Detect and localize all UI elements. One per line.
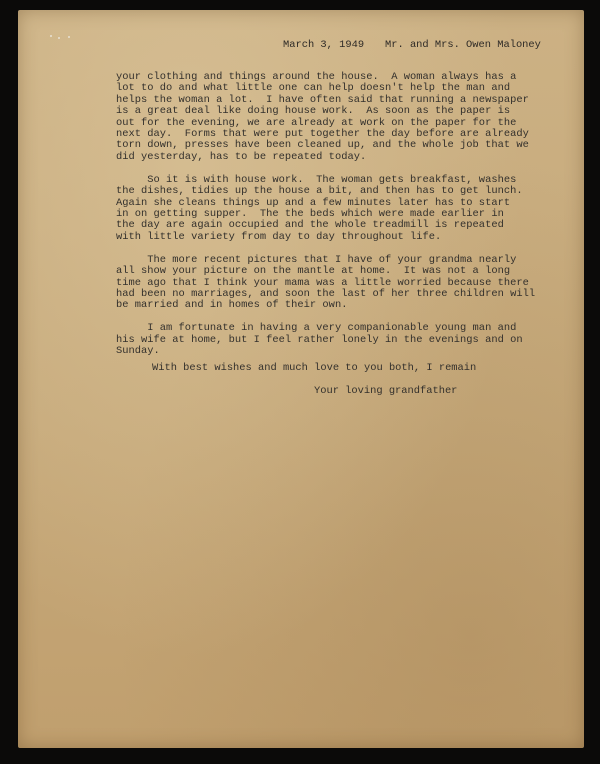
- text-line: Sunday.: [116, 345, 160, 358]
- letter-date: March 3, 1949: [283, 39, 365, 51]
- text-line: The more recent pictures that I have of your grandma nearly: [116, 253, 517, 266]
- text-line: with little variety from day to day throughout life.: [116, 230, 442, 243]
- letter-recipient: Mr. and Mrs. Owen Maloney: [385, 39, 541, 51]
- letter-page: [18, 10, 584, 748]
- paragraph-4: [116, 323, 586, 357]
- paragraph-3: [116, 255, 586, 312]
- text-line: your clothing and things around the house. A woman always has a: [116, 71, 517, 83]
- paragraph-1: [116, 72, 586, 163]
- letter-header: [283, 39, 541, 51]
- text-line: all show your picture on the mantle at home. It was not a long: [116, 265, 511, 278]
- text-line: I am fortunate in having a very companionable young man and: [116, 322, 517, 335]
- text-line: helps the woman a lot. I have often said that running a newspaper: [116, 93, 529, 106]
- text-line: lot to do and what little one can help doesn't help the man and: [116, 82, 511, 95]
- text-line: be married and in homes of their own.: [116, 299, 348, 312]
- text-line: torn down, presses have been cleaned up, and the whole job that we: [116, 139, 529, 152]
- text-line: had been no marriages, and soon the last of her three children will: [116, 287, 536, 300]
- text-line: the dishes, tidies up the house a bit, and then has to get lunch.: [116, 185, 523, 198]
- dust-speck: [68, 36, 70, 38]
- dust-speck: [50, 35, 52, 37]
- closing-line: With best wishes and much love to you both, I remain: [152, 362, 477, 374]
- paragraph-2: [116, 175, 586, 243]
- letter-body: [116, 72, 586, 369]
- signature-line: Your loving grandfather: [314, 385, 458, 397]
- text-line: his wife at home, but I feel rather lonely in the evenings and on: [116, 333, 523, 346]
- text-line: did yesterday, has to be repeated today.: [116, 150, 367, 163]
- text-line: the day are again occupied and the whole treadmill is repeated: [116, 219, 504, 232]
- text-line: time ago that I think your mama was a little worried because there: [116, 276, 529, 289]
- text-line: is a great deal like doing house work. As soon as the paper is: [116, 105, 511, 118]
- text-line: So it is with house work. The woman gets breakfast, washes: [116, 173, 517, 186]
- text-line: Again she cleans things up and a few minutes later has to start: [116, 196, 511, 209]
- text-line: in on getting supper. The the beds which were made earlier in: [116, 207, 504, 220]
- text-line: out for the evening, we are already at work on the paper for the: [116, 116, 517, 129]
- dust-speck: [58, 37, 60, 39]
- text-line: next day. Forms that were put together the day before are already: [116, 128, 529, 141]
